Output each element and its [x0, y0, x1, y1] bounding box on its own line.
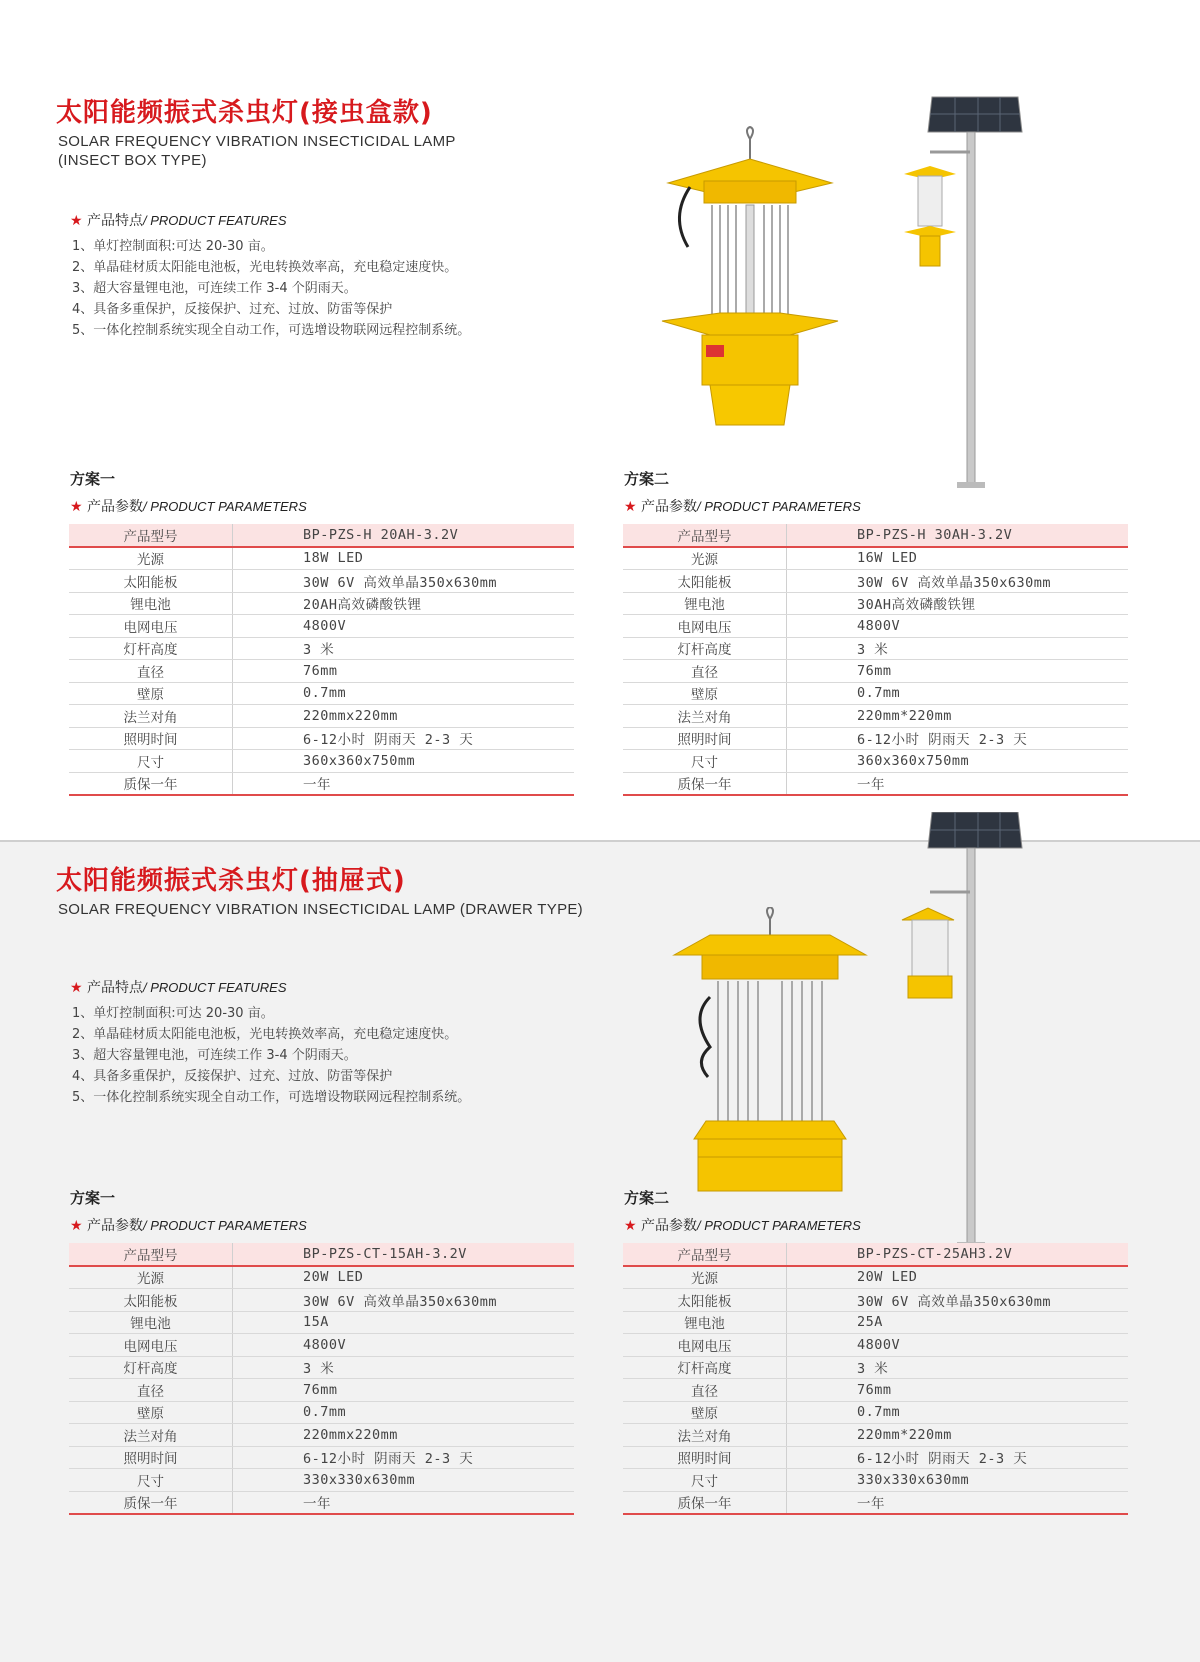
param-value: 76mm: [787, 660, 1129, 683]
param-name: 直径: [69, 660, 233, 683]
param-value: 6-12小时 阴雨天 2-3 天: [233, 1446, 575, 1469]
section-title-cn: 太阳能频振式杀虫灯(抽屉式): [56, 866, 406, 896]
params-table: [69, 1243, 574, 1515]
drawer-lamp-image: [670, 907, 870, 1207]
table-row: [623, 1334, 1128, 1357]
table-row: [69, 1334, 574, 1357]
params-label-en: / PRODUCT PARAMETERS: [143, 499, 307, 514]
param-name: 壁原: [69, 682, 233, 705]
param-name: 壁原: [623, 1401, 787, 1424]
param-value: 4800V: [787, 1334, 1129, 1357]
param-value: 30W 6V 高效单晶350x630mm: [787, 570, 1129, 593]
scheme2-label: 方案二: [624, 1189, 670, 1207]
table-row: [623, 547, 1128, 570]
table-row: [69, 1469, 574, 1492]
param-value: 0.7mm: [787, 682, 1129, 705]
param-name: 尺寸: [69, 750, 233, 773]
solar-pole-image: [900, 812, 1030, 1252]
param-value: 330x330x630mm: [233, 1469, 575, 1492]
param-name: 照明时间: [69, 727, 233, 750]
params-heading: [70, 1215, 307, 1235]
section-title-en: [58, 132, 456, 170]
param-name: 光源: [69, 547, 233, 570]
table-row: [623, 1491, 1128, 1514]
param-value: 30W 6V 高效单晶350x630mm: [233, 1289, 575, 1312]
param-name: 电网电压: [69, 1334, 233, 1357]
feature-item: 4、具备多重保护，反接保护、过充、过放、防雷等保护: [72, 302, 393, 317]
param-value: 360x360x750mm: [787, 750, 1129, 773]
params-heading: [624, 1215, 861, 1235]
table-row: [623, 1446, 1128, 1469]
table-row: [69, 1243, 574, 1266]
section-title-en-line2: (INSECT BOX TYPE): [58, 152, 207, 169]
table-row: [69, 570, 574, 593]
star-icon: ★: [624, 1218, 637, 1234]
param-value: 15A: [233, 1311, 575, 1334]
table-row: [623, 615, 1128, 638]
param-value: BP-PZS-H 30AH-3.2V: [787, 524, 1129, 547]
param-value: 76mm: [787, 1379, 1129, 1402]
param-value: 0.7mm: [233, 1401, 575, 1424]
table-row: [623, 1356, 1128, 1379]
param-value: 6-12小时 阴雨天 2-3 天: [787, 1446, 1129, 1469]
scheme1-label: 方案一: [70, 1189, 116, 1207]
param-value: 220mmx220mm: [233, 1424, 575, 1447]
param-value: 6-12小时 阴雨天 2-3 天: [787, 727, 1129, 750]
section-title-en-line1: SOLAR FREQUENCY VIBRATION INSECTICIDAL LAMP: [58, 133, 456, 150]
table-row: [69, 1266, 574, 1289]
params-label-en: / PRODUCT PARAMETERS: [143, 1218, 307, 1233]
param-name: 锂电池: [623, 592, 787, 615]
table-row: [623, 1379, 1128, 1402]
feature-item: 2、单晶硅材质太阳能电池板，光电转换效率高，充电稳定速度快。: [72, 260, 458, 275]
feature-item: 1、单灯控制面积:可达 20-30 亩。: [72, 239, 274, 254]
params-label-cn: 产品参数: [87, 499, 144, 515]
param-name: 灯杆高度: [623, 637, 787, 660]
table-row: [69, 615, 574, 638]
table-row: [623, 1424, 1128, 1447]
features-heading: [70, 977, 287, 997]
table-row: [69, 772, 574, 795]
table-row: [623, 1243, 1128, 1266]
param-name: 灯杆高度: [69, 1356, 233, 1379]
table-row: [69, 1311, 574, 1334]
param-name: 质保一年: [623, 1491, 787, 1514]
param-name: 产品型号: [69, 1243, 233, 1266]
param-value: 76mm: [233, 1379, 575, 1402]
feature-item: 3、超大容量锂电池，可连续工作 3-4 个阴雨天。: [72, 281, 357, 296]
table-row: [623, 682, 1128, 705]
feature-item: 5、一体化控制系统实现全自动工作，可选增设物联网远程控制系统。: [72, 1090, 471, 1105]
param-name: 直径: [623, 1379, 787, 1402]
param-name: 太阳能板: [69, 1289, 233, 1312]
param-name: 太阳能板: [69, 570, 233, 593]
param-value: 一年: [787, 772, 1129, 795]
param-name: 产品型号: [69, 524, 233, 547]
param-name: 锂电池: [69, 592, 233, 615]
param-name: 光源: [69, 1266, 233, 1289]
param-name: 尺寸: [69, 1469, 233, 1492]
table-row: [69, 727, 574, 750]
table-row: [69, 750, 574, 773]
section-drawer-type: [0, 842, 1200, 1662]
feature-item: 1、单灯控制面积:可达 20-30 亩。: [72, 1006, 274, 1021]
table-row: [69, 1356, 574, 1379]
params-label-cn: 产品参数: [87, 1218, 144, 1234]
table-row: [69, 1401, 574, 1424]
star-icon: ★: [624, 499, 637, 515]
param-name: 法兰对角: [623, 705, 787, 728]
param-name: 产品型号: [623, 524, 787, 547]
param-value: 一年: [233, 1491, 575, 1514]
param-name: 尺寸: [623, 750, 787, 773]
table-row: [69, 592, 574, 615]
param-name: 照明时间: [69, 1446, 233, 1469]
params-label-cn: 产品参数: [641, 499, 698, 515]
param-value: 330x330x630mm: [787, 1469, 1129, 1492]
table-row: [69, 547, 574, 570]
param-name: 光源: [623, 547, 787, 570]
table-row: [69, 705, 574, 728]
table-row: [69, 1491, 574, 1514]
params-label-en: / PRODUCT PARAMETERS: [697, 499, 861, 514]
param-name: 灯杆高度: [69, 637, 233, 660]
star-icon: ★: [70, 213, 83, 229]
feature-item: 2、单晶硅材质太阳能电池板，光电转换效率高，充电稳定速度快。: [72, 1027, 458, 1042]
param-value: 360x360x750mm: [233, 750, 575, 773]
param-name: 灯杆高度: [623, 1356, 787, 1379]
params-table: [623, 1243, 1128, 1515]
param-value: 220mm*220mm: [787, 705, 1129, 728]
table-row: [623, 637, 1128, 660]
star-icon: ★: [70, 499, 83, 515]
params-table: [623, 524, 1128, 796]
param-name: 尺寸: [623, 1469, 787, 1492]
section-title-cn: 太阳能频振式杀虫灯(接虫盒款): [56, 98, 433, 128]
param-name: 质保一年: [69, 1491, 233, 1514]
param-value: 一年: [787, 1491, 1129, 1514]
param-name: 壁原: [69, 1401, 233, 1424]
table-row: [623, 592, 1128, 615]
param-value: 3 米: [233, 637, 575, 660]
param-name: 直径: [623, 660, 787, 683]
param-value: 20AH高效磷酸铁锂: [233, 592, 575, 615]
param-value: BP-PZS-H 20AH-3.2V: [233, 524, 575, 547]
scheme1-label: 方案一: [70, 470, 116, 488]
param-name: 电网电压: [623, 615, 787, 638]
param-name: 太阳能板: [623, 1289, 787, 1312]
features-list: [72, 1003, 470, 1108]
table-row: [623, 570, 1128, 593]
param-value: 18W LED: [233, 547, 575, 570]
param-value: 20W LED: [233, 1266, 575, 1289]
features-heading: [70, 210, 287, 230]
features-label-en: / PRODUCT FEATURES: [143, 213, 287, 228]
param-name: 法兰对角: [623, 1424, 787, 1447]
param-name: 壁原: [623, 682, 787, 705]
table-row: [69, 524, 574, 547]
section-title-en: [58, 900, 583, 919]
param-value: BP-PZS-CT-25AH3.2V: [787, 1243, 1129, 1266]
param-value: 30AH高效磷酸铁锂: [787, 592, 1129, 615]
param-name: 质保一年: [69, 772, 233, 795]
param-value: BP-PZS-CT-15AH-3.2V: [233, 1243, 575, 1266]
star-icon: ★: [70, 1218, 83, 1234]
table-row: [623, 705, 1128, 728]
param-name: 产品型号: [623, 1243, 787, 1266]
feature-item: 5、一体化控制系统实现全自动工作，可选增设物联网远程控制系统。: [72, 323, 471, 338]
param-value: 4800V: [233, 615, 575, 638]
table-row: [623, 1289, 1128, 1312]
param-name: 照明时间: [623, 727, 787, 750]
param-name: 电网电压: [69, 615, 233, 638]
section-title-en-line1: SOLAR FREQUENCY VIBRATION INSECTICIDAL LAMP (DRAWER TYPE): [58, 901, 583, 918]
param-value: 30W 6V 高效单晶350x630mm: [787, 1289, 1129, 1312]
insect-box-lamp-image: [660, 125, 840, 455]
table-row: [623, 750, 1128, 773]
param-value: 76mm: [233, 660, 575, 683]
param-value: 4800V: [787, 615, 1129, 638]
param-name: 法兰对角: [69, 705, 233, 728]
param-value: 6-12小时 阴雨天 2-3 天: [233, 727, 575, 750]
param-name: 质保一年: [623, 772, 787, 795]
param-value: 220mm*220mm: [787, 1424, 1129, 1447]
features-label-cn: 产品特点: [87, 980, 144, 996]
param-value: 0.7mm: [787, 1401, 1129, 1424]
table-row: [623, 1401, 1128, 1424]
param-value: 3 米: [787, 637, 1129, 660]
param-name: 太阳能板: [623, 570, 787, 593]
solar-pole-image: [900, 92, 1030, 492]
feature-item: 4、具备多重保护，反接保护、过充、过放、防雷等保护: [72, 1069, 393, 1084]
param-value: 3 米: [787, 1356, 1129, 1379]
table-row: [623, 772, 1128, 795]
params-heading: [70, 496, 307, 516]
table-row: [69, 660, 574, 683]
table-row: [69, 1379, 574, 1402]
param-value: 16W LED: [787, 547, 1129, 570]
features-list: [72, 236, 470, 341]
param-value: 0.7mm: [233, 682, 575, 705]
table-row: [69, 1446, 574, 1469]
param-value: 20W LED: [787, 1266, 1129, 1289]
param-value: 30W 6V 高效单晶350x630mm: [233, 570, 575, 593]
params-heading: [624, 496, 861, 516]
table-row: [69, 637, 574, 660]
feature-item: 3、超大容量锂电池，可连续工作 3-4 个阴雨天。: [72, 1048, 357, 1063]
param-value: 一年: [233, 772, 575, 795]
table-row: [623, 727, 1128, 750]
param-value: 3 米: [233, 1356, 575, 1379]
table-row: [623, 1311, 1128, 1334]
param-value: 25A: [787, 1311, 1129, 1334]
param-name: 电网电压: [623, 1334, 787, 1357]
param-value: 4800V: [233, 1334, 575, 1357]
param-value: 220mmx220mm: [233, 705, 575, 728]
table-row: [69, 1289, 574, 1312]
scheme2-label: 方案二: [624, 470, 670, 488]
param-name: 光源: [623, 1266, 787, 1289]
table-row: [623, 660, 1128, 683]
table-row: [623, 1469, 1128, 1492]
param-name: 锂电池: [69, 1311, 233, 1334]
param-name: 法兰对角: [69, 1424, 233, 1447]
table-row: [69, 682, 574, 705]
table-row: [623, 524, 1128, 547]
param-name: 照明时间: [623, 1446, 787, 1469]
params-label-cn: 产品参数: [641, 1218, 698, 1234]
features-label-en: / PRODUCT FEATURES: [143, 980, 287, 995]
features-label-cn: 产品特点: [87, 213, 144, 229]
param-name: 锂电池: [623, 1311, 787, 1334]
star-icon: ★: [70, 980, 83, 996]
params-label-en: / PRODUCT PARAMETERS: [697, 1218, 861, 1233]
param-name: 直径: [69, 1379, 233, 1402]
table-row: [69, 1424, 574, 1447]
params-table: [69, 524, 574, 796]
table-row: [623, 1266, 1128, 1289]
